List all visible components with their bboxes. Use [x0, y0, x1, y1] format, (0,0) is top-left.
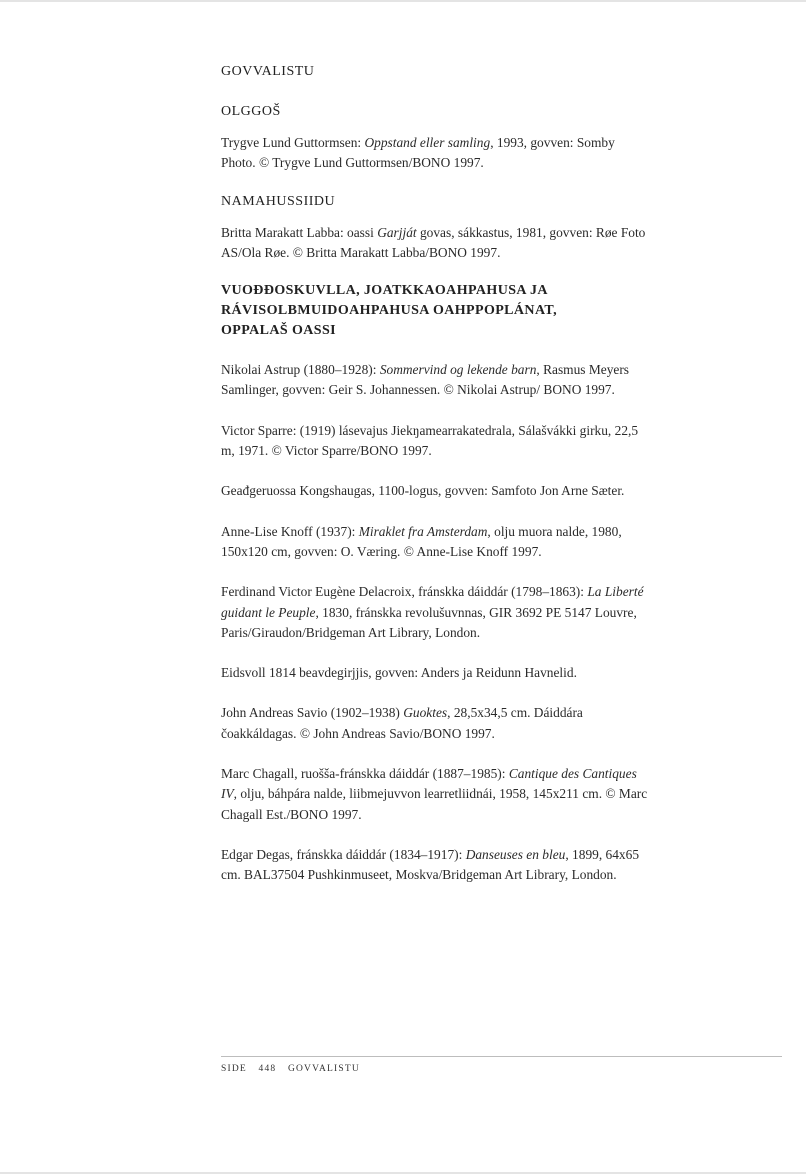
credit-paragraph: Ferdinand Victor Eugène Delacroix, fránskka dáiddár (1798–1863): La Liberté guidant le Peuple, 1830, fránskka revolušuvnnas, GIR 3692 PE 5147 Louvre, Paris/Giraudon/Bridgeman Art Library, London.: [221, 584, 644, 640]
footer-chapter-label: GOVVALISTU: [287, 1064, 360, 1074]
page-number: 448: [258, 1064, 277, 1074]
credit-paragraph: John Andreas Savio (1902–1938) Guoktes, 28,5x34,5 cm. Dáiddára čoakkáldagas. © John Andreas Savio/BONO 1997.: [221, 705, 583, 741]
scan-edge-top: [0, 0, 806, 2]
footer-divider: [221, 1056, 782, 1057]
footer-side-label: SIDE: [221, 1064, 247, 1074]
credit-paragraph: Edgar Degas, fránskka dáiddár (1834–1917): Danseuses en bleu, 1899, 64x65 cm. BAL37504 Pushkinmuseet, Moskva/Bridgeman Art Library, London.: [221, 846, 640, 883]
section-heading-namahussiidu: NAMAHUSSIIDU: [221, 193, 336, 209]
page-footer: [221, 1064, 368, 1074]
section-heading-olggos: OLGGOŠ: [221, 104, 281, 119]
credit-paragraph: Victor Sparre: (1919) lásevajus Jiekŋamearrakatedrala, Sálašvákki girku, 22,5 m, 1971. © Victor Sparre/BONO 1997.: [221, 422, 639, 459]
section-heading-oahppoplanat: VUOĐĐOSKUVLLA, JOATKKAOAHPAHUSA JA RÁVISOLBMUIDOAHPAHUSA OAHPPOPLÁNAT, OPPALAŠ OASSI: [221, 283, 558, 339]
credit-paragraph: Eidsvoll 1814 beavdegirjjis, govven: Anders ja Reidunn Havnelid.: [221, 665, 577, 681]
page-content: [221, 62, 651, 886]
credit-paragraph: Nikolai Astrup (1880–1928): Sommervind og lekende barn, Rasmus Meyers Samlinger, govven: Geir S. Johannessen. © Nikolai Astrup/ BONO 1997.: [221, 362, 630, 398]
credit-paragraph: Trygve Lund Guttormsen: Oppstand eller samling, 1993, govven: Somby Photo. © Trygve Lund Guttormsen/BONO 1997.: [221, 135, 615, 171]
credit-paragraph: Geađgeruossa Kongshaugas, 1100-logus, govven: Samfoto Jon Arne Sæter.: [221, 483, 625, 499]
page-title: GOVVALISTU: [221, 64, 315, 79]
credit-paragraph: Marc Chagall, ruošša-fránskka dáiddár (1887–1985): Cantique des Cantiques IV, olju, báhpára nalde, liibmejuvvon learretliidnái, 1958, 145x211 cm. © Marc Chagall Est./BONO 1997.: [221, 766, 648, 822]
credit-paragraph: Anne-Lise Knoff (1937): Miraklet fra Amsterdam, olju muora nalde, 1980, 150x120 cm, govven: O. Væring. © Anne-Lise Knoff 1997.: [221, 523, 622, 559]
credit-paragraph: Britta Marakatt Labba: oassi Garjját govas, sákkastus, 1981, govven: Røe Foto AS/Ola Røe. © Britta Marakatt Labba/BONO 1997.: [221, 224, 646, 260]
